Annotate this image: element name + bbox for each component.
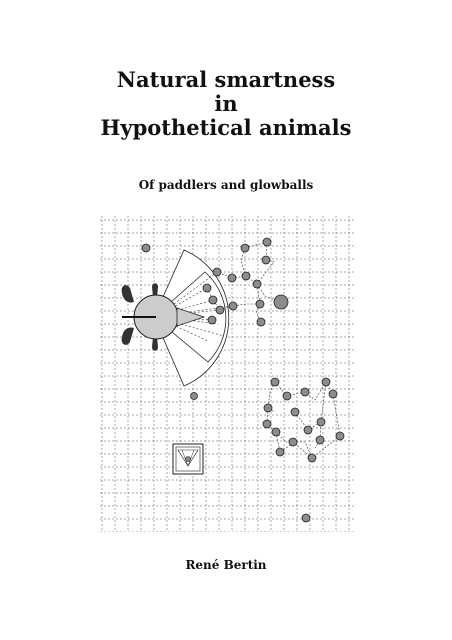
specimen-box <box>173 444 203 474</box>
glowball <box>322 378 330 386</box>
glowball <box>256 300 264 308</box>
glowball <box>304 426 312 434</box>
glowball <box>191 393 198 400</box>
subtitle: Of paddlers and glowballs <box>138 178 314 192</box>
glowball <box>142 244 150 252</box>
glowball <box>216 306 224 314</box>
glowball <box>308 454 316 462</box>
glowball <box>253 280 261 288</box>
glowball <box>263 420 271 428</box>
glowball <box>316 436 324 444</box>
glowball <box>242 272 250 280</box>
title-line-1: Natural smartness <box>116 67 336 92</box>
specimen-body <box>186 457 191 462</box>
glowball <box>317 418 325 426</box>
glowball <box>329 390 337 398</box>
glowball <box>208 316 216 324</box>
title-block <box>0 68 452 140</box>
glowball <box>257 318 265 326</box>
glowball <box>271 378 279 386</box>
glowball <box>301 388 309 396</box>
glowball <box>228 274 236 282</box>
glowball <box>291 408 299 416</box>
glowball <box>203 284 211 292</box>
glowball <box>272 428 280 436</box>
glowball <box>263 238 271 246</box>
paddle-top-left <box>122 285 134 302</box>
title-line-3: Hypothetical animals <box>100 115 352 140</box>
glowball <box>262 256 270 264</box>
glowball <box>213 268 221 276</box>
glowball <box>229 302 237 310</box>
author-name: René Bertin <box>185 558 267 572</box>
glowball <box>336 432 344 440</box>
glowball <box>276 448 284 456</box>
glowball <box>241 244 249 252</box>
glowball-large <box>274 295 288 309</box>
glowball <box>302 514 310 522</box>
title-line-2: in <box>214 91 238 116</box>
glowball <box>283 392 291 400</box>
glowball <box>264 404 272 412</box>
glowball <box>209 296 217 304</box>
cover-figure <box>100 216 356 532</box>
glowball <box>289 438 297 446</box>
dashed-grid <box>100 216 356 532</box>
paddle-bottom-left <box>122 327 134 344</box>
